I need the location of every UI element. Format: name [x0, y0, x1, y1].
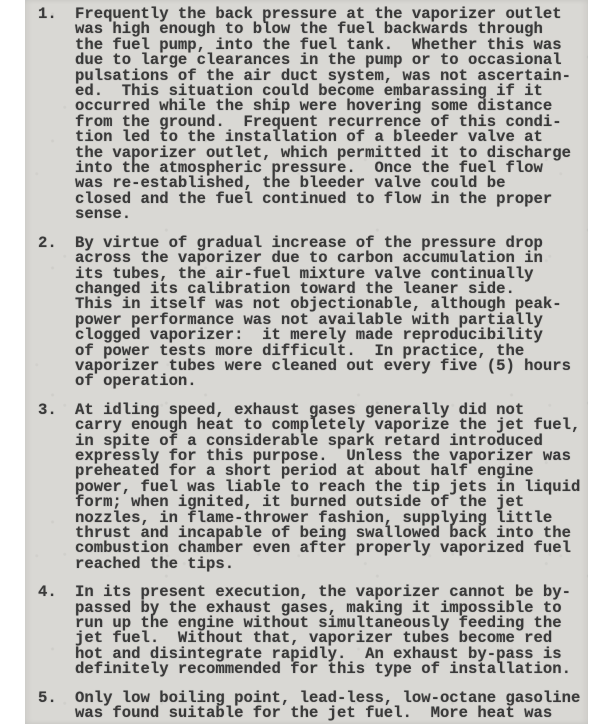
text-line: tion led to the installation of a bleeder valve at	[75, 128, 543, 147]
paragraph-list	[38, 7, 588, 721]
text-line: into the atmospheric pressure. Once the fuel flow	[75, 159, 543, 178]
text-line: expressly for this purpose. Unless the vaporizer was	[75, 446, 571, 465]
text-line: was found suitable for the jet fuel. More heat was	[75, 704, 553, 723]
numbered-paragraph	[38, 585, 588, 677]
paragraph-number: 2.	[38, 233, 57, 252]
text-line: across the vaporizer due to carbon accumulation in	[75, 249, 543, 268]
text-line: sense.	[75, 205, 132, 224]
text-line: reached the tips.	[75, 554, 235, 573]
paragraph-number: 3.	[38, 400, 57, 419]
paragraph-number: 4.	[38, 583, 57, 602]
text-line: form; when ignited, it burned outside of the jet	[75, 493, 525, 512]
text-line: hot and disintegrate rapidly. An exhaust by-pass is	[75, 644, 562, 663]
paragraph-number: 1.	[38, 5, 57, 23]
paragraph-text	[75, 233, 588, 391]
text-line: of power tests more difficult. In practice, the	[75, 341, 525, 360]
text-line: preheated for a short period at about half engine	[75, 462, 534, 481]
text-line: power performance was not available with partially	[75, 310, 543, 329]
document-page	[25, 0, 588, 724]
text-line: vaporizer tubes were cleaned out every five (5) hours	[75, 356, 571, 375]
text-line: run up the engine without simultaneously feeding the	[75, 614, 562, 633]
paragraph-text	[75, 688, 588, 723]
text-line: clogged vaporizer: it merely made reproducibility	[75, 326, 543, 345]
paragraph-number: 5.	[38, 688, 57, 707]
text-line: By virtue of gradual increase of the pressure drop	[75, 233, 543, 252]
paragraph-text	[75, 7, 588, 223]
text-line: definitely recommended for this type of installation.	[75, 660, 571, 679]
text-line: due to large clearances in the pump or to occasional	[75, 51, 562, 70]
text-line: jet fuel. Without that, vaporizer tubes become red	[75, 629, 553, 648]
text-line: closed and the fuel continued to flow in the proper	[75, 189, 553, 208]
text-line: from the ground. Frequent recurrence of this condi-	[75, 112, 562, 131]
text-line: its tubes, the air-fuel mixture valve continually	[75, 264, 534, 283]
text-line: power, fuel was liable to reach the tip jets in liquid	[75, 477, 581, 496]
numbered-paragraph	[38, 233, 588, 391]
numbered-paragraph	[38, 688, 588, 723]
text-line: passed by the exhaust gases, making it impossible to	[75, 598, 562, 617]
text-line: of operation.	[75, 372, 197, 391]
text-line: thrust and incapable of being swallowed back into the	[75, 524, 571, 542]
text-line: In its present execution, the vaporizer cannot be by-	[75, 583, 571, 602]
text-line: pulsations of the air duct system, was not ascertain-	[75, 66, 571, 85]
text-line: combustion chamber even after properly vaporized fuel	[75, 539, 571, 558]
paragraph-text	[75, 585, 588, 677]
text-line: nozzles, in flame-thrower fashion, supplying little	[75, 508, 553, 527]
text-line: the fuel pump, into the fuel tank. Whether this was	[75, 35, 562, 54]
numbered-paragraph	[38, 400, 588, 573]
text-line: ed. This situation could become embarassing if it	[75, 82, 543, 101]
text-line: was re-established, the bleeder valve could be	[75, 174, 506, 193]
text-line: in spite of a considerable spark retard introduced	[75, 431, 543, 450]
text-line: was high enough to blow the fuel backwards through	[75, 20, 543, 39]
numbered-paragraph	[38, 7, 588, 223]
text-line: changed its calibration toward the leaner side.	[75, 279, 515, 298]
text-line: This in itself was not objectionable, although peak-	[75, 295, 562, 314]
text-line: Only low boiling point, lead-less, low-octane gasoline	[75, 688, 581, 707]
text-line: Frequently the back pressure at the vaporizer outlet	[75, 5, 562, 23]
paragraph-text	[75, 400, 588, 573]
text-line: occurred while the ship were hovering some distance	[75, 97, 553, 116]
text-line: the vaporizer outlet, which permitted it to discharge	[75, 143, 571, 162]
text-line: carry enough heat to completely vaporize the jet fuel,	[75, 416, 581, 435]
text-line: At idling speed, exhaust gases generally did not	[75, 400, 525, 419]
